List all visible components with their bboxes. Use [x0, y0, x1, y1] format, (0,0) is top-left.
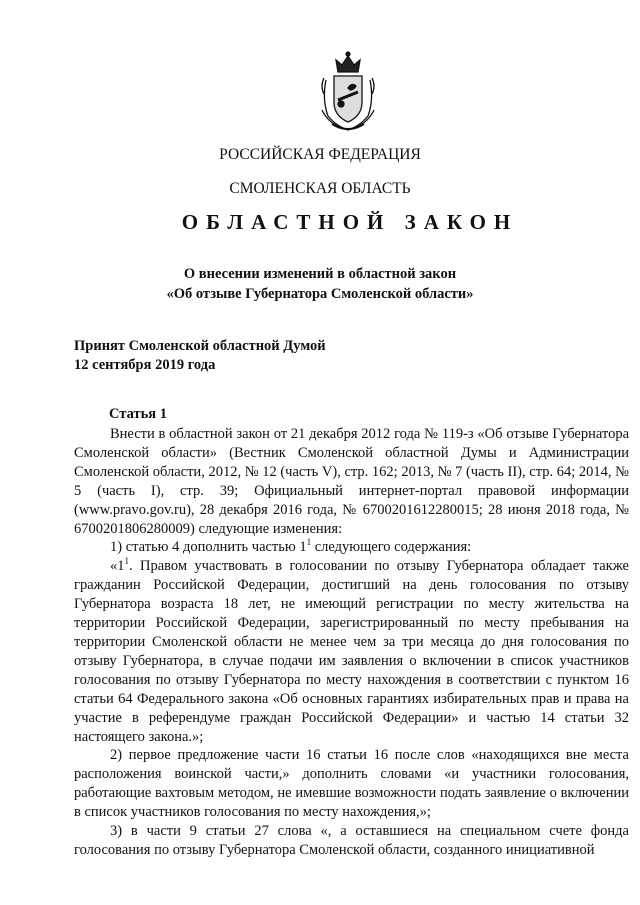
law-subject-line-1: О внесении изменений в областной закон	[183, 266, 457, 282]
article-body	[74, 425, 629, 860]
article-item-1-text: «$1^1$. Правом участвовать в голосовании по отзыву Губернатора обладает также гражданин Российской Федерации, достигший на день голосования по отзыву Губернатора возраста 18 лет, не имеющий регистрации по месту жительства на территории Российской Федерации, зарегистрированный по месту пребывания на территории Смоленской области не менее чем за три месяца до дня голосования по отзыву Губернатора, в случае подачи им заявления о включении в список участников голосования по отзыву Губернатора по месту нахождения в соответствии с пунктом 16 статьи 64 Федерального закона «Об основных гарантиях избирательных прав и права на участие в референдуме граждан Российской Федерации» и частью 14 статьи 32 настоящего закона.»;	[74, 556, 629, 745]
article-paragraph-intro: Внести в областной закон от 21 декабря 2012 года № 119-з «Об отзыве Губернатора Смоленской области» (Вестник Смоленской областной Думы и Администрации Смоленской области, 2012, № 12 (часть V), стр. 162; 2013, № 7 (часть II), стр. 64; 2014, № 5 (часть I), стр. 39; Официальный интернет-портал правовой информации (www.pravo.gov.ru), 28 декабря 2016 года, № 6700201612280015; 28 июня 2018 года, № 6700201806280009) следующие изменения:	[74, 426, 629, 537]
article-item-3: 3) в части 9 статьи 27 слова «, а оставшиеся на специальном счете фонда голосования по отзыву Губернатора Смоленской области, созданного инициативной	[74, 823, 629, 858]
article-item-2: 2) первое предложение части 16 статьи 16 после слов «находящихся вне места расположения воинской части,» дополнить словами «и участники голосования, работающие вахтовым методом, не имевшие возможности подать заявление о включении в список участников голосования по месту нахождения,»;	[74, 747, 629, 821]
article-item-1: 1) статью 4 дополнить частью $1^1$ следующего содержания:	[110, 537, 472, 556]
article-title: Статья 1	[109, 406, 167, 422]
law-subject-line-2: «Об отзыве Губернатора Смоленской области»	[166, 286, 474, 302]
law-type-title: ОБЛАСТНОЙ ЗАКОН	[181, 210, 519, 234]
adoption-body: Принят Смоленской областной Думой	[74, 338, 326, 354]
region-heading: СМОЛЕНСКАЯ ОБЛАСТЬ	[229, 180, 411, 197]
adoption-date: 12 сентября 2019 года	[74, 357, 216, 373]
country-heading: РОССИЙСКАЯ ФЕДЕРАЦИЯ	[219, 146, 421, 163]
coat-of-arms-emblem	[318, 50, 378, 134]
